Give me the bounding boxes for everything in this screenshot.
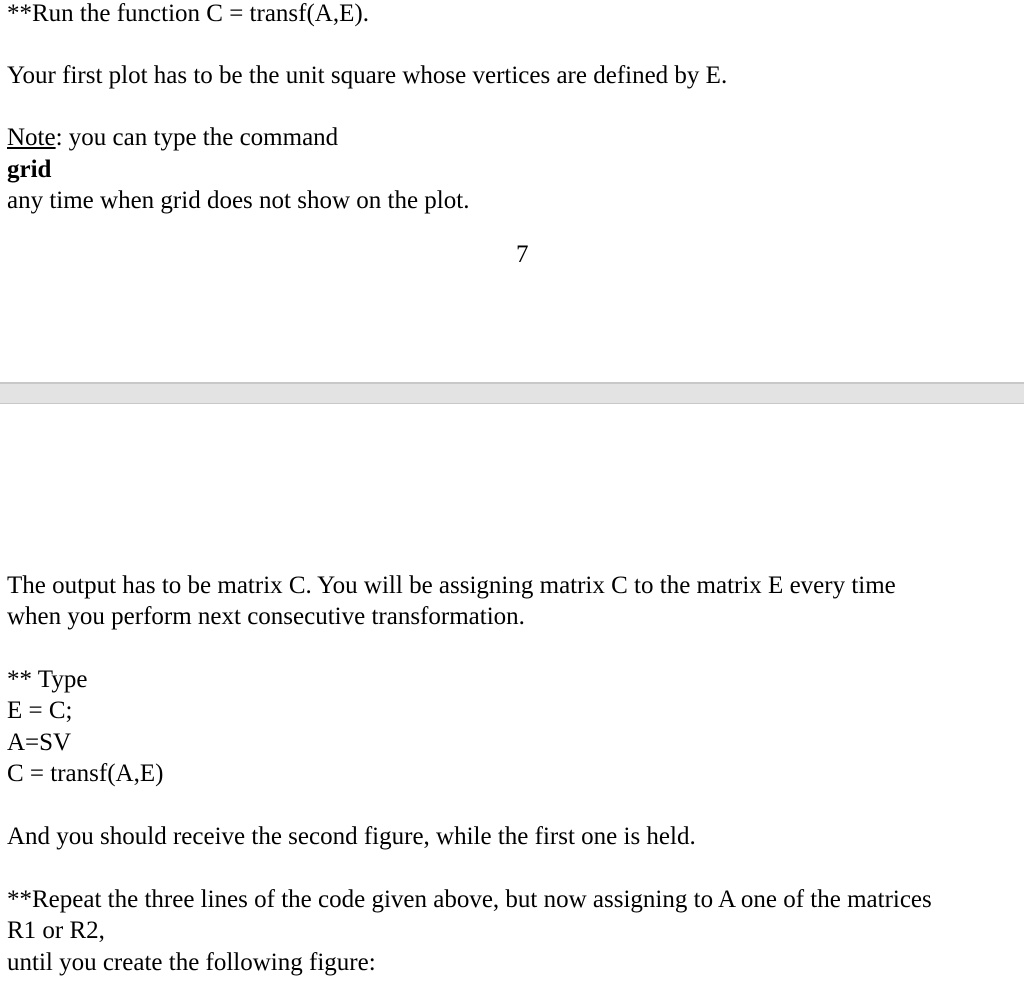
note-line <box>7 122 338 153</box>
code-line-2: A=SV <box>7 729 72 756</box>
repeat-text-line-1: **Repeat the three lines of the code given above, but now assigning to A one of the matrices <box>7 886 932 913</box>
note-text: : you can type the command <box>55 124 339 151</box>
note-label: Note <box>7 124 56 151</box>
page-separator <box>0 382 1024 404</box>
output-text-line-1: The output has to be matrix C. You will be assigning matrix C to the matrix E every time <box>7 572 896 599</box>
output-text-line-2: when you perform next consecutive transformation. <box>7 603 525 630</box>
page-number: 7 <box>516 241 529 268</box>
code-line-3: C = transf(A,E) <box>7 760 164 787</box>
run-instruction: **Run the function C = transf(A,E). <box>7 0 369 27</box>
grid-explanation: any time when grid does not show on the plot. <box>7 187 470 214</box>
grid-command: grid <box>7 156 52 183</box>
repeat-text-line-3: until you create the following figure: <box>7 949 376 976</box>
repeat-text-line-2: R1 or R2, <box>7 917 105 944</box>
receive-text: And you should receive the second figure, while the first one is held. <box>7 823 696 850</box>
code-line-1: E = C; <box>7 697 73 724</box>
type-instruction: ** Type <box>7 666 88 693</box>
first-plot-text: Your first plot has to be the unit square whose vertices are defined by E. <box>7 62 728 89</box>
